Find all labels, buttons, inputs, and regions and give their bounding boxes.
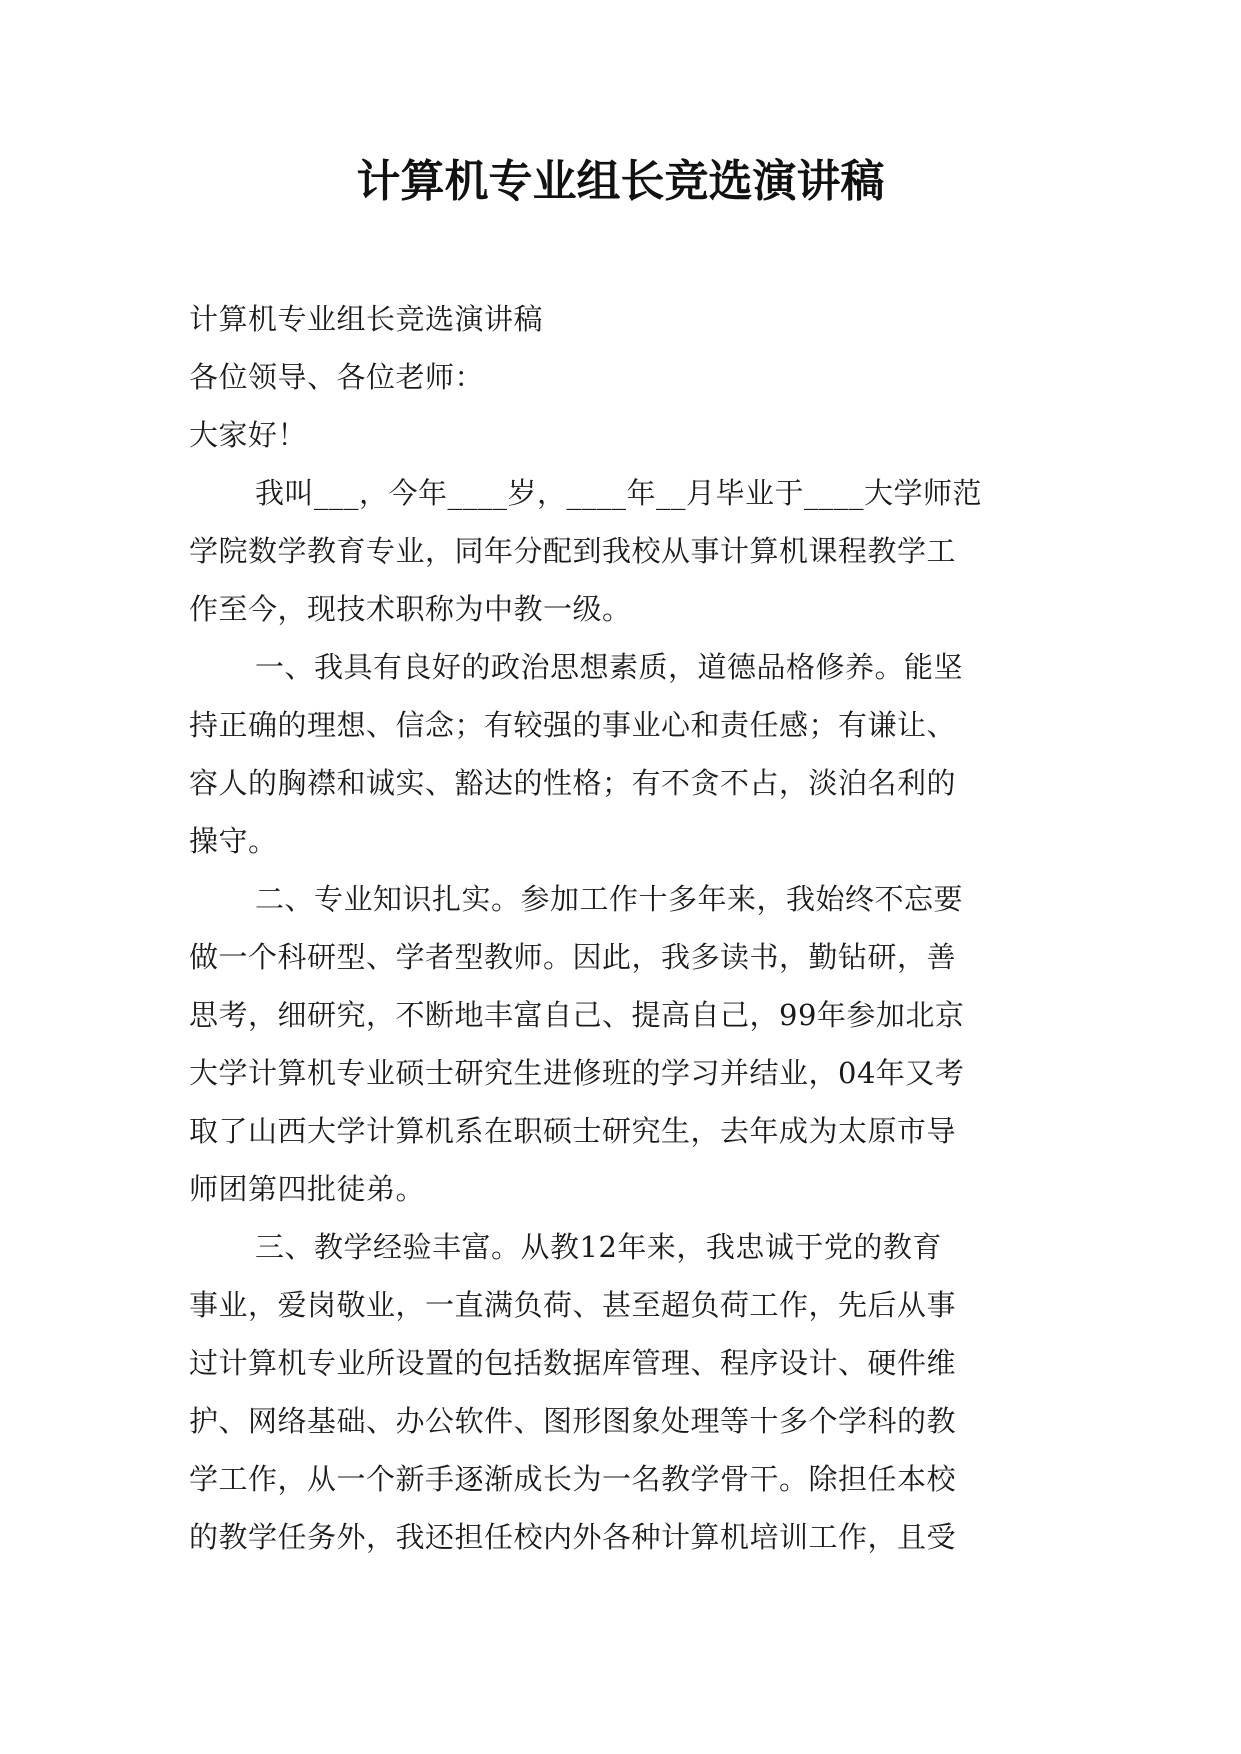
paragraph-line: 的教学任务外，我还担任校内外各种计算机培训工作，且受 [189,1520,957,1554]
document-subtitle: 计算机专业组长竞选演讲稿 [189,302,544,336]
paragraph-line: 师团第四批徒弟。 [189,1172,426,1206]
paragraph-line: 二、专业知识扎实。参加工作十多年来，我始终不忘要 [255,882,964,916]
document-title: 计算机专业组长竞选演讲稿 [356,156,885,207]
paragraph-line: 操守。 [189,824,278,858]
paragraph-line: 三、教学经验丰富。从教12年来，我忠诚于党的教育 [255,1230,942,1264]
paragraph-line: 作至今，现技术职称为中教一级。 [189,592,632,626]
paragraph-line: 持正确的理想、信念；有较强的事业心和责任感；有谦让、 [189,708,957,742]
paragraph-line: 思考，细研究，不断地丰富自己、提高自己，99年参加北京 [189,998,965,1032]
paragraph-line: 容人的胸襟和诚实、豁达的性格；有不贪不占，淡泊名利的 [189,766,957,800]
paragraph-line: 过计算机专业所设置的包括数据库管理、程序设计、硬件维 [189,1346,957,1380]
greeting: 大家好！ [189,418,308,452]
paragraph-line: 做一个科研型、学者型教师。因此，我多读书，勤钻研，善 [189,940,957,974]
salutation: 各位领导、各位老师： [189,360,485,394]
body-lines [189,464,1051,1566]
paragraph-line: 我叫___，今年____岁，____年__月毕业于____大学师范 [255,476,983,510]
paragraph-line: 事业，爱岗敬业，一直满负荷、甚至超负荷工作，先后从事 [189,1288,957,1322]
paragraph-line: 取了山西大学计算机系在职硕士研究生，去年成为太原市导 [189,1114,957,1148]
paragraph-line: 学工作，从一个新手逐渐成长为一名教学骨干。除担任本校 [189,1462,957,1496]
document-body [189,290,1051,1566]
paragraph-line: 学院数学教育专业，同年分配到我校从事计算机课程教学工 [189,534,957,568]
paragraph-line: 一、我具有良好的政治思想素质，道德品格修养。能坚 [255,650,964,684]
paragraph-line: 护、网络基础、办公软件、图形图象处理等十多个学科的教 [189,1404,957,1438]
paragraph-line: 大学计算机专业硕士研究生进修班的学习并结业，04年又考 [189,1056,965,1090]
